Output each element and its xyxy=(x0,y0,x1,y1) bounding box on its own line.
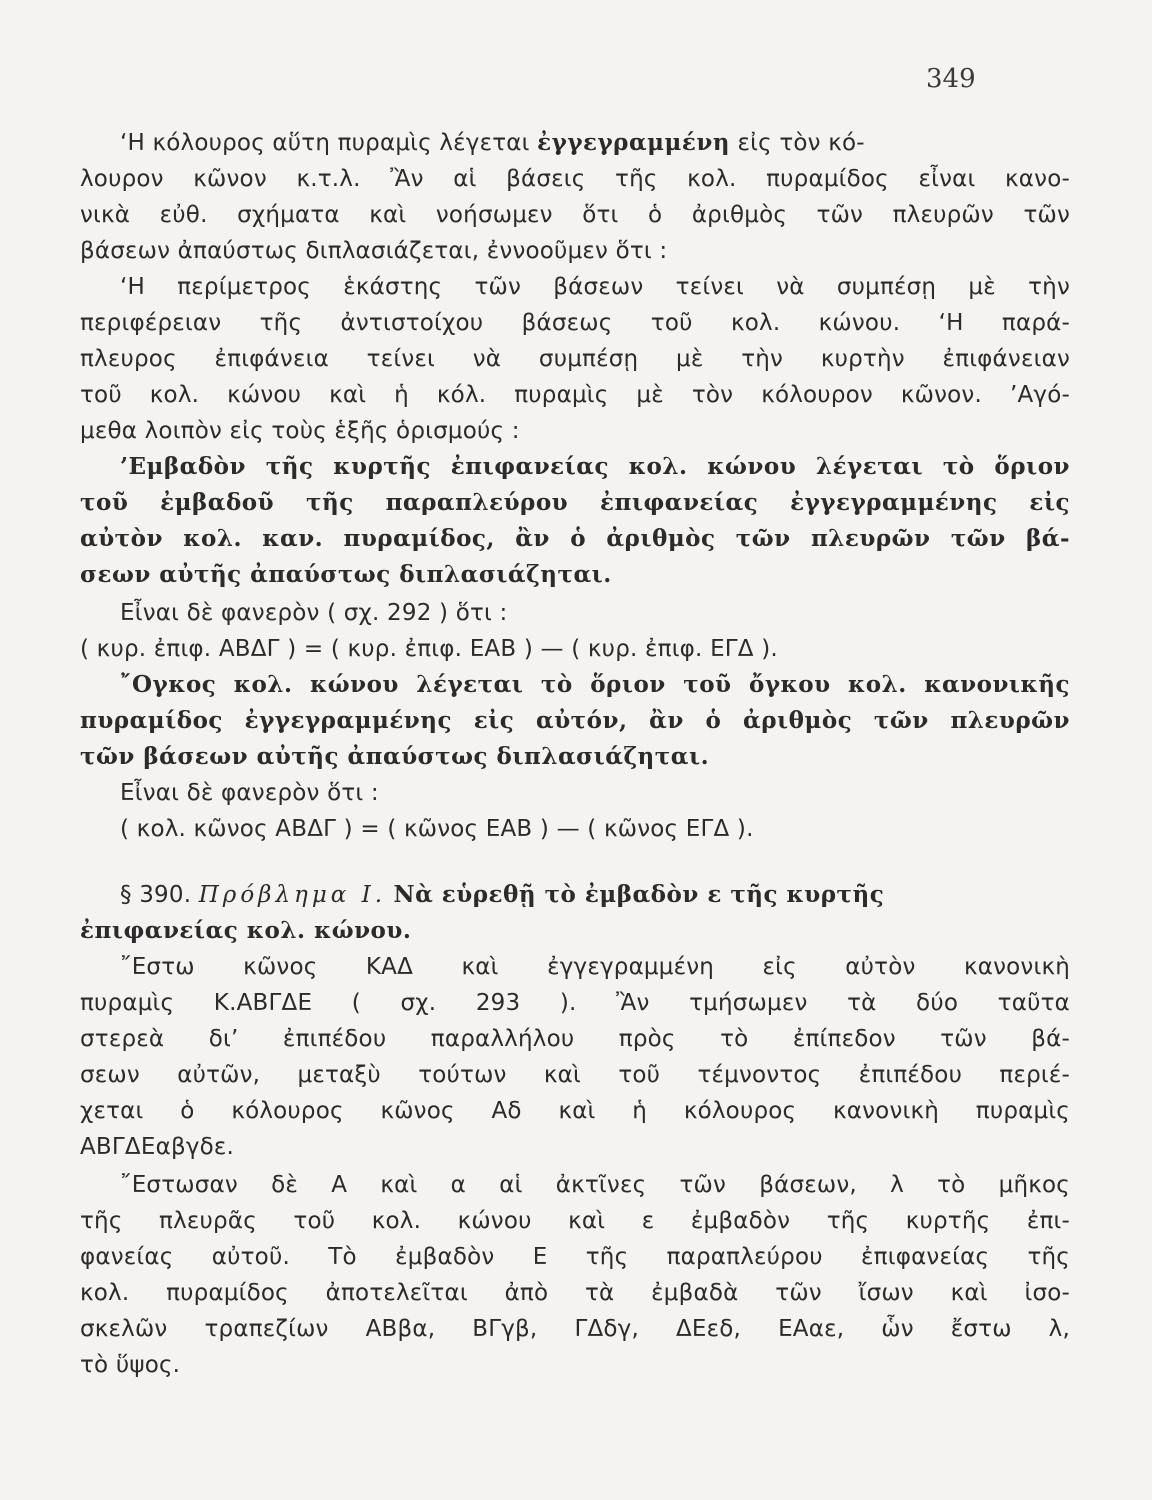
text-line xyxy=(120,128,1070,158)
text-line: ΑΒΓΔΕαβγδε. xyxy=(80,1134,235,1160)
problem-title-cont: ἐπιφανείας κολ. κώνου. xyxy=(80,917,412,944)
problem-label: Πρόβλημα Ι. xyxy=(198,882,387,908)
definition-line: τῶν βάσεων αὐτῆς ἀπαύστως διπλασιάζηται. xyxy=(80,743,710,770)
text-line: περιφέρειαν τῆς ἀντιστοίχου βάσεως τοῦ κολ. κώνου. ‘Η παρά- xyxy=(80,310,1070,336)
formula-line: ( κολ. κῶνος ΑΒΔΓ ) = ( κῶνος ΕΑΒ ) — ( κῶνος ΕΓΔ ). xyxy=(120,816,754,842)
text-line: τῆς πλευρᾶς τοῦ κολ. κώνου καὶ ε ἐμβαδὸν τῆς κυρτῆς ἐπι- xyxy=(80,1208,1070,1234)
formula-line: ( κυρ. ἐπιφ. ΑΒΔΓ ) = ( κυρ. ἐπιφ. ΕΑΒ ) — ( κυρ. ἐπιφ. ΕΓΔ ). xyxy=(80,636,778,662)
text-line: τὸ ὕψος. xyxy=(80,1352,181,1378)
text-line: ῎Εστωσαν δὲ Α καὶ α αἱ ἀκτῖνες τῶν βάσεων, λ τὸ μῆκος xyxy=(120,1172,1070,1198)
text-line: σεων αὐτῶν, μεταξὺ τούτων καὶ τοῦ τέμνοντος ἐπιπέδου περιέ- xyxy=(80,1062,1070,1088)
text-line: νικὰ εὐθ. σχήματα καὶ νοήσωμεν ὅτι ὁ ἀριθμὸς τῶν πλευρῶν τῶν xyxy=(80,202,1070,228)
text-line: πυραμὶς Κ.ΑΒΓΔΕ ( σχ. 293 ). Ἂν τμήσωμεν τὰ δύο ταῦτα xyxy=(80,990,1070,1016)
text-line: βάσεων ἀπαύστως διπλασιάζεται, ἐννοοῦμεν ὅτι : xyxy=(80,238,668,264)
text-segment: ‘Η κόλουρος αὕτη πυραμὶς λέγεται xyxy=(120,130,530,156)
text-line: ‘Η περίμετρος ἑκάστης τῶν βάσεων τείνει νὰ συμπέσῃ μὲ τὴν xyxy=(120,274,1070,300)
text-line: στερεὰ δι’ ἐπιπέδου παραλλήλου πρὸς τὸ ἐπίπεδον τῶν βά- xyxy=(80,1026,1070,1052)
text-line: λουρον κῶνον κ.τ.λ. Ἂν αἱ βάσεις τῆς κολ. πυραμίδος εἶναι κανο- xyxy=(80,166,1070,192)
text-line: μεθα λοιπὸν εἰς τοὺς ἑξῆς ὁρισμούς : xyxy=(80,418,520,444)
bold-term: ἐγγεγραμμένη xyxy=(537,129,731,156)
text-line: χεται ὁ κόλουρος κῶνος Αδ καὶ ἡ κόλουρος κανονικὴ πυραμὶς xyxy=(80,1098,1070,1124)
text-line: σκελῶν τραπεζίων ΑΒβα, ΒΓγβ, ΓΔδγ, ΔΕεδ, ΕΑαε, ὧν ἔστω λ, xyxy=(80,1316,1070,1342)
definition-line: σεων αὐτῆς ἀπαύστως διπλασιάζηται. xyxy=(80,561,612,588)
text-line: πλευρος ἐπιφάνεια τείνει νὰ συμπέσῃ μὲ τὴν κυρτὴν ἐπιφάνειαν xyxy=(80,346,1070,372)
problem-title: Νὰ εὑρεθῇ τὸ ἐμβαδὸν ε τῆς κυρτῆς xyxy=(393,881,885,908)
text-line: τοῦ κολ. κώνου καὶ ἡ κόλ. πυραμὶς μὲ τὸν κόλουρον κῶνον. ’Αγό- xyxy=(80,382,1070,408)
section-number: § 390. xyxy=(120,882,192,908)
definition-line: αὐτὸν κολ. καν. πυραμίδος, ἂν ὁ ἀριθμὸς τῶν πλευρῶν τῶν βά- xyxy=(80,525,1070,552)
section-heading xyxy=(120,880,1070,910)
definition-line: τοῦ ἐμβαδοῦ τῆς παραπλεύρου ἐπιφανείας ἐγγεγραμμένης εἰς xyxy=(80,489,1070,516)
text-segment: εἰς τὸν κό- xyxy=(737,130,865,156)
definition-line: πυραμίδος ἐγγεγραμμένης εἰς αὐτόν, ἂν ὁ ἀριθμὸς τῶν πλευρῶν xyxy=(80,707,1070,734)
text-line: Εἶναι δὲ φανερὸν ὅτι : xyxy=(120,780,379,806)
text-line: ῎Εστω κῶνος ΚΑΔ καὶ ἐγγεγραμμένη εἰς αὐτὸν κανονικὴ xyxy=(120,954,1070,980)
definition-line: ’Εμβαδὸν τῆς κυρτῆς ἐπιφανείας κολ. κώνου λέγεται τὸ ὅριον xyxy=(120,453,1070,480)
definition-line: ῎Ογκος κολ. κώνου λέγεται τὸ ὅριον τοῦ ὄγκου κολ. κανονικῆς xyxy=(120,671,1070,698)
text-line: κολ. πυραμίδος ἀποτελεῖται ἀπὸ τὰ ἐμβαδὰ τῶν ἴσων καὶ ἰσο- xyxy=(80,1280,1070,1306)
page-number: 349 xyxy=(926,64,976,94)
text-line: φανείας αὐτοῦ. Τὸ ἐμβαδὸν Ε τῆς παραπλεύρου ἐπιφανείας τῆς xyxy=(80,1244,1070,1270)
text-line: Εἶναι δὲ φανερὸν ( σχ. 292 ) ὅτι : xyxy=(120,600,508,626)
